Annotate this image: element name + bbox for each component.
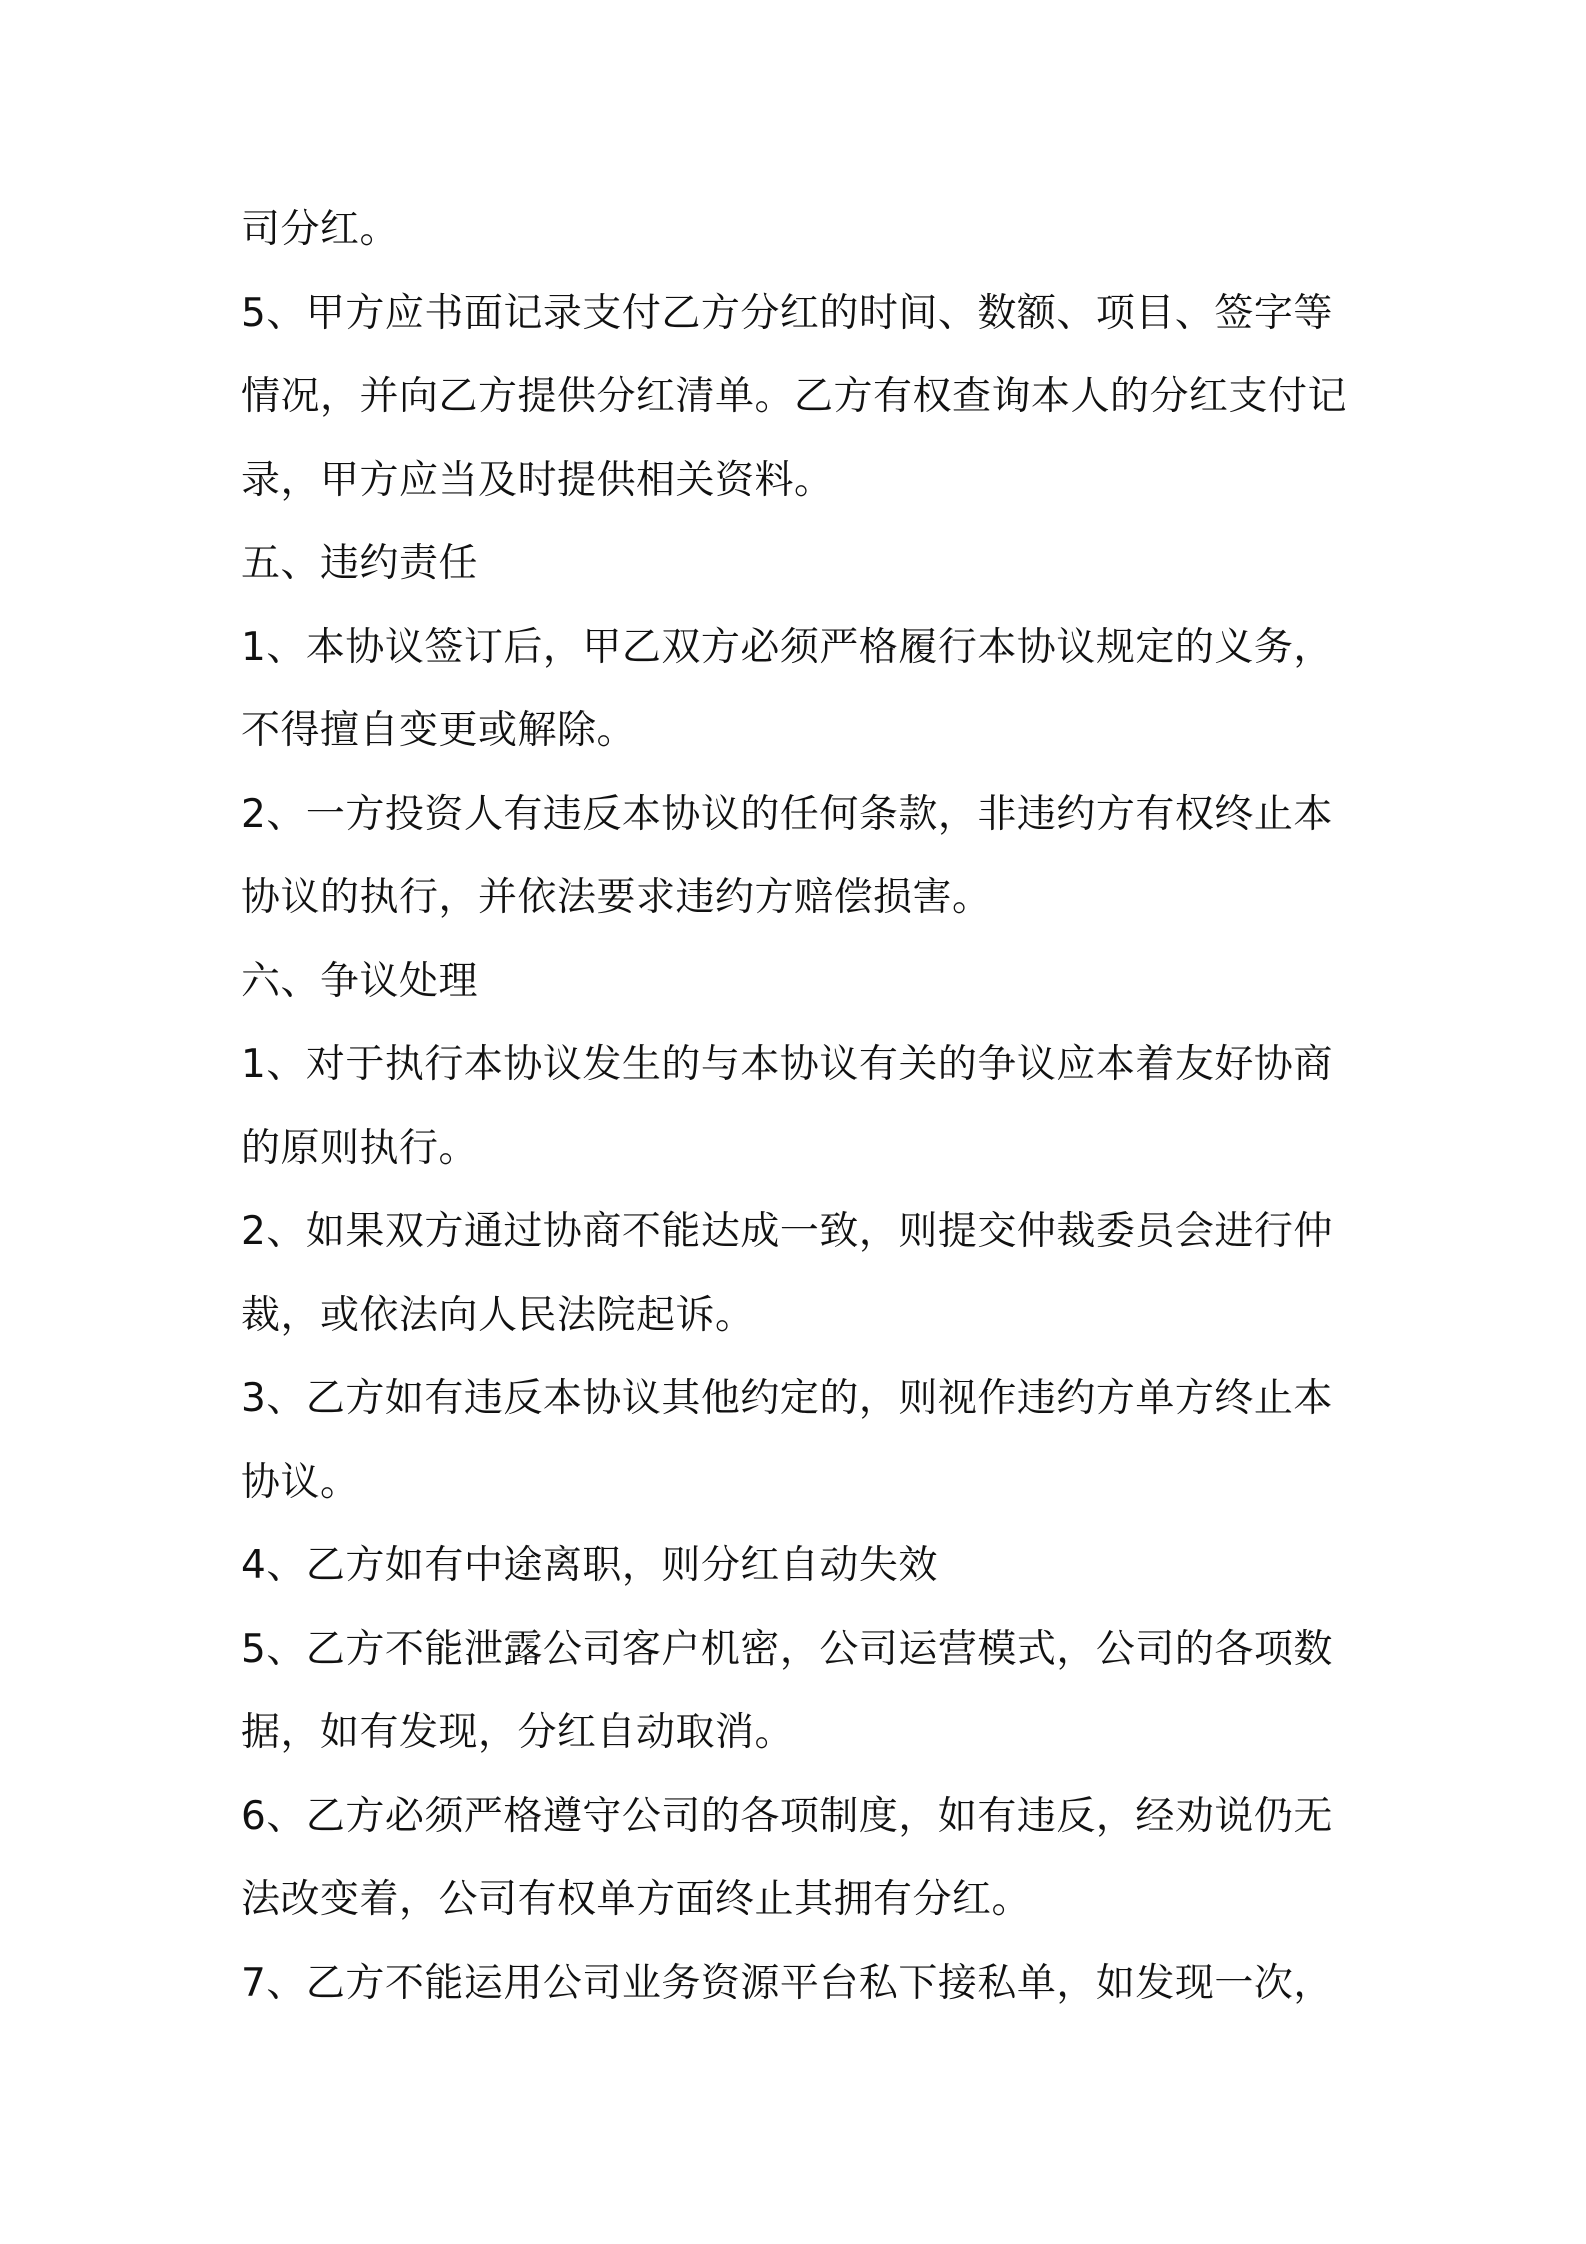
text-line: 不得擅自变更或解除。	[241, 708, 637, 753]
text-line: 据，如有发现，分红自动取消。	[241, 1710, 795, 1755]
text-line: 录，甲方应当及时提供相关资料。	[241, 457, 834, 503]
text-line: 法改变着，公司有权单方面终止其拥有分红。	[241, 1877, 1032, 1922]
text-line: 司分红。	[241, 207, 400, 252]
text-line: 7、乙方不能运用公司业务资源平台私下接私单，如发现一次，	[241, 1960, 1333, 2006]
text-line: 裁，或依法向人民法院起诉。	[241, 1292, 755, 1338]
text-line: 4、乙方如有中途离职，则分红自动失效	[241, 1543, 938, 1588]
text-line: 1、本协议签订后，甲乙双方必须严格履行本协议规定的义务，	[241, 624, 1333, 670]
text-line: 5、甲方应书面记录支付乙方分红的时间、数额、项目、签字等	[241, 290, 1333, 336]
text-line: 协议。	[241, 1459, 360, 1505]
text-line: 协议的执行，并依法要求违约方赔偿损害。	[241, 875, 992, 920]
text-line: 5、乙方不能泄露公司客户机密，公司运营模式，公司的各项数	[241, 1626, 1333, 1672]
text-line: 3、乙方如有违反本协议其他约定的，则视作违约方单方终止本	[241, 1376, 1333, 1421]
section-heading: 五、违约责任	[241, 541, 479, 586]
document-body	[241, 188, 1361, 2025]
text-line: 情况，并向乙方提供分红清单。乙方有权查询本人的分红支付记	[241, 374, 1348, 419]
text-line: 2、如果双方通过协商不能达成一致，则提交仲裁委员会进行仲	[241, 1209, 1333, 1254]
text-line: 6、乙方必须严格遵守公司的各项制度，如有违反，经劝说仍无	[241, 1793, 1333, 1839]
text-line: 2、一方投资人有违反本协议的任何条款，非违约方有权终止本	[241, 791, 1333, 837]
text-line: 的原则执行。	[241, 1125, 479, 1171]
text-line: 1、对于执行本协议发生的与本协议有关的争议应本着友好协商	[241, 1042, 1333, 1087]
section-heading: 六、争议处理	[241, 958, 479, 1004]
